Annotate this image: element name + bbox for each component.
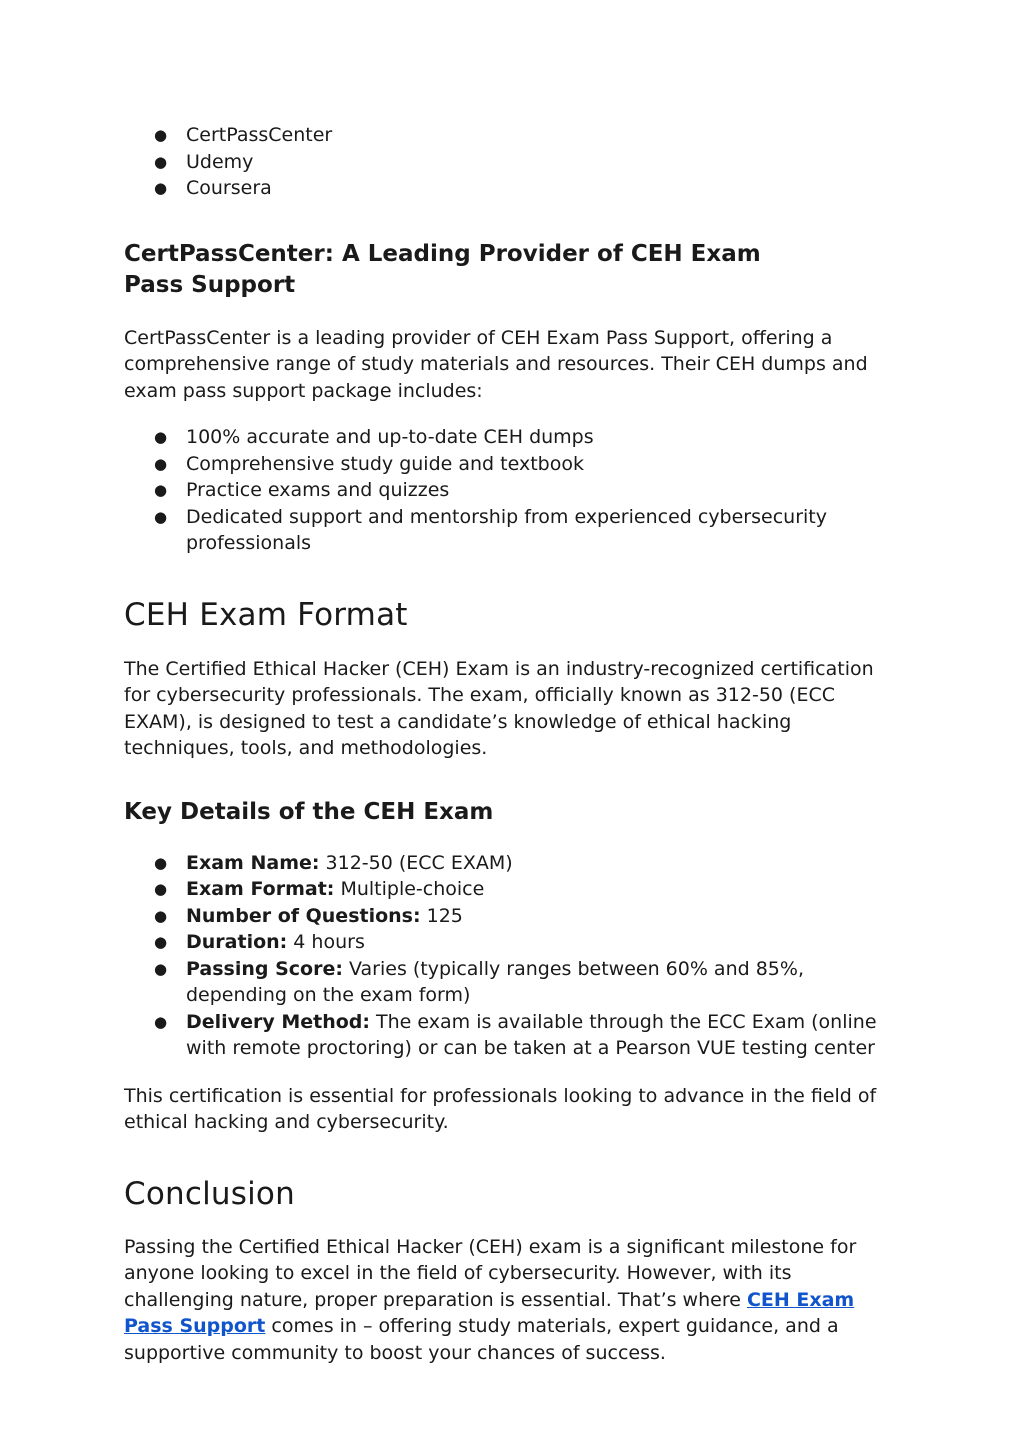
detail-label: Passing Score: <box>186 957 343 980</box>
providers-list <box>124 122 884 202</box>
detail-value: Multiple-choice <box>334 878 485 900</box>
detail-label: Duration: <box>186 931 288 953</box>
conclusion-heading: Conclusion <box>124 1175 295 1212</box>
detail-value: 4 hours <box>287 931 365 953</box>
format-heading: CEH Exam Format <box>124 596 408 633</box>
list-item: ● Practice exams and quizzes <box>124 477 884 504</box>
conclusion-text-before: Passing the Certified Ethical Hacker (CEH) exam is a significant milestone for anyone looking to excel in the field of cybersecurity. However, with its challenging nature, proper preparation is essential. That’s where <box>124 1235 857 1311</box>
document-page <box>124 122 884 1366</box>
ceh-exam-pass-support-link[interactable]: CEH Exam Pass Support <box>124 1288 855 1337</box>
format-paragraph: The Certified Ethical Hacker (CEH) Exam is an industry-recognized certification for cybersecurity professionals. The exam, officially known as 312-50 (ECC EXAM), is designed to test a candidate’s knowledge of ethical hacking techniques, tools, and methodologies. <box>124 657 874 759</box>
detail-label: Exam Name: <box>186 851 320 874</box>
detail-value: The exam is available through the ECC Exam (online with remote proctoring) or can be taken at a Pearson VUE testing center <box>186 1010 877 1059</box>
details-heading: Key Details of the CEH Exam <box>124 798 494 825</box>
conclusion-paragraph <box>124 1234 884 1367</box>
certpass-heading: CertPassCenter: A Leading Provider of CEH Exam Pass Support <box>124 240 761 298</box>
list-item: ● Dedicated support and mentorship from experienced cybersecurity professionals <box>124 504 884 557</box>
detail-value: 312-50 (ECC EXAM) <box>319 851 513 874</box>
list-item <box>124 876 884 903</box>
list-item <box>124 956 884 1009</box>
conclusion-text-after: comes in – offering study materials, expert guidance, and a supportive community to boost your chances of success. <box>124 1315 839 1364</box>
list-item: ● Comprehensive study guide and textbook <box>124 451 884 478</box>
features-list <box>124 424 884 557</box>
list-item <box>124 903 884 930</box>
detail-label: Exam Format: <box>186 878 335 900</box>
details-closing: This certification is essential for professionals looking to advance in the field of ethical hacking and cybersecurity. <box>124 1084 877 1133</box>
list-item: ● CertPassCenter <box>124 122 884 149</box>
list-item <box>124 1009 884 1062</box>
list-item <box>124 850 884 877</box>
detail-value: Varies (typically ranges between 60% and 85%, depending on the exam form) <box>186 957 804 1006</box>
details-list <box>124 850 884 1062</box>
detail-label: Number of Questions: <box>186 904 421 927</box>
certpass-intro: CertPassCenter is a leading provider of CEH Exam Pass Support, offering a comprehensive range of study materials and resources. Their CEH dumps and exam pass support package includes: <box>124 326 868 402</box>
detail-label: Delivery Method: <box>186 1010 370 1033</box>
list-item <box>124 929 884 956</box>
detail-value: 125 <box>420 904 463 927</box>
list-item: ● Udemy <box>124 149 884 176</box>
list-item: ● 100% accurate and up-to-date CEH dumps <box>124 424 884 451</box>
list-item: ● Coursera <box>124 175 884 202</box>
